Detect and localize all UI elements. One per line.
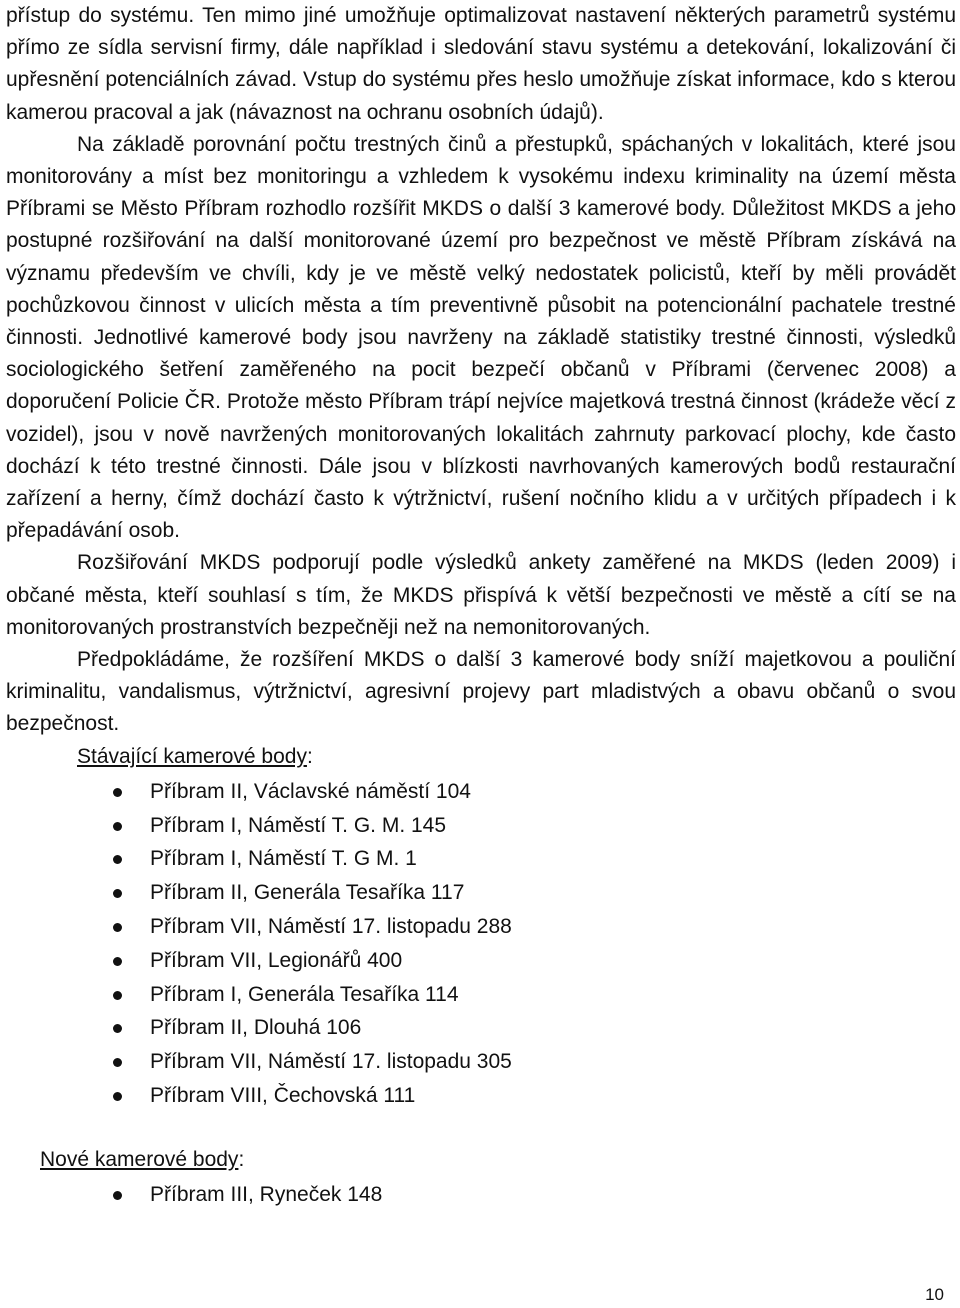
list-item-text: Příbram II, Václavské náměstí 104 [150,779,471,803]
bullet-icon [113,957,122,966]
bullet-icon [113,1092,122,1101]
list-item [6,876,956,910]
list-item [6,775,956,809]
list-item-text: Příbram VII, Náměstí 17. listopadu 288 [150,915,512,939]
list-item-text: Příbram II, Dlouhá 106 [150,1016,362,1040]
bullet-icon [113,991,122,1000]
list-item [6,1079,956,1113]
bullet-icon [113,822,122,831]
list-item-text: Příbram I, Náměstí T. G. M. 145 [150,813,447,837]
list-item [6,842,956,876]
list-item [6,809,956,843]
bullet-icon [113,1058,122,1067]
list-item [6,978,956,1012]
paragraph-survey-support: Rozšiřování MKDS podporují podle výsledků ankety zaměřené na MKDS (leden 2009) i občané města, kteří souhlasí s tím, že MKDS přispívá k větší bezpečnosti ve městě a cítí se na monitorovaných prostranstvích bezpečněji než na nemonitorovaných. [6,551,956,639]
paragraph-crime-comparison: Na základě porovnání počtu trestných činů a přestupků, spáchaných v lokalitách, které jsou monitorovány a míst bez monitoringu a vzhledem k vysokému indexu kriminality na území města Příbrami se Město Příbram rozhodlo rozšířit MKDS o další 3 kamerové body. Důležitost MKDS a jeho postupné rozšiřování na další monitorované území pro bezpečnost ve městě Příbram získává na významu především ve chvíli, kdy je ve městě velký nedostatek policistů, kteří by měli provádět pochůzkovou činnost v ulicích města a tím preventivně působit na potencionální pachatele trestné činnosti. Jednotlivé kamerové body jsou navrženy na základě statistiky trestné činnosti, výsledků sociologického šetření zaměřeného na pocit bezpečí občanů v Příbrami (červenec 2008) a doporučení Policie ČR. Protože město Příbram trápí nejvíce majetková trestná činnost (krádeže věcí z vozidel), jsou v nově navržených monitorovaných lokalitách zahrnuty parkovací plochy, kde často dochází k této trestné činnosti. Dále jsou v blízkosti navrhovaných kamerových bodů restaurační zařízení a herny, čímž dochází často k výtržnictví, rušení nočního klidu a v určitých případech i k přepadávání osob. [6,132,956,543]
current-points-title: Stávající kamerové body [77,744,307,768]
new-points-title: Nové kamerové body [40,1147,239,1171]
list-item [6,1011,956,1045]
paragraph-system-access: přístup do systému. Ten mimo jiné umožňuje optimalizovat nastavení některých parametrů systému přímo ze sídla servisní firmy, dále například i sledování stavu systému a detekování, lokalizování či upřesnění potenciálních závad. Vstup do systému přes heslo umožňuje získat informace, kdo s kterou kamerou pracoval a jak (návaznost na ochranu osobních údajů). [6,4,956,124]
list-item-text: Příbram III, Ryneček 148 [150,1183,383,1207]
document-page [6,0,956,1212]
list-item-text: Příbram II, Generála Tesaříka 117 [150,881,465,905]
bullet-icon [113,855,122,864]
new-points-colon: : [238,1147,245,1171]
new-points-heading [6,1144,956,1176]
current-points-colon: : [306,744,313,768]
bullet-icon [113,923,122,932]
bullet-icon [113,1024,122,1033]
list-item-text: Příbram VII, Legionářů 400 [150,948,403,972]
bullet-icon [113,1191,122,1200]
list-item [6,1178,956,1212]
list-item [6,944,956,978]
list-item-text: Příbram I, Náměstí T. G M. 1 [150,847,417,871]
current-points-heading [6,741,956,773]
list-item [6,1045,956,1079]
bullet-icon [113,889,122,898]
current-points-list [6,775,956,1113]
page-number: 10 [925,1285,944,1304]
paragraph-expected-impact: Předpokládáme, že rozšíření MKDS o další 3 kamerové body sníží majetkovou a pouliční kriminalitu, vandalismus, výtržnictví, agresivní projevy part mladistvých a obavu občanů o svou bezpečnost. [6,648,956,736]
new-points-list [6,1178,956,1212]
list-item-text: Příbram VII, Náměstí 17. listopadu 305 [150,1050,512,1074]
list-item-text: Příbram VIII, Čechovská 111 [150,1084,416,1108]
list-item-text: Příbram I, Generála Tesaříka 114 [150,982,459,1006]
bullet-icon [113,788,122,797]
list-item [6,910,956,944]
